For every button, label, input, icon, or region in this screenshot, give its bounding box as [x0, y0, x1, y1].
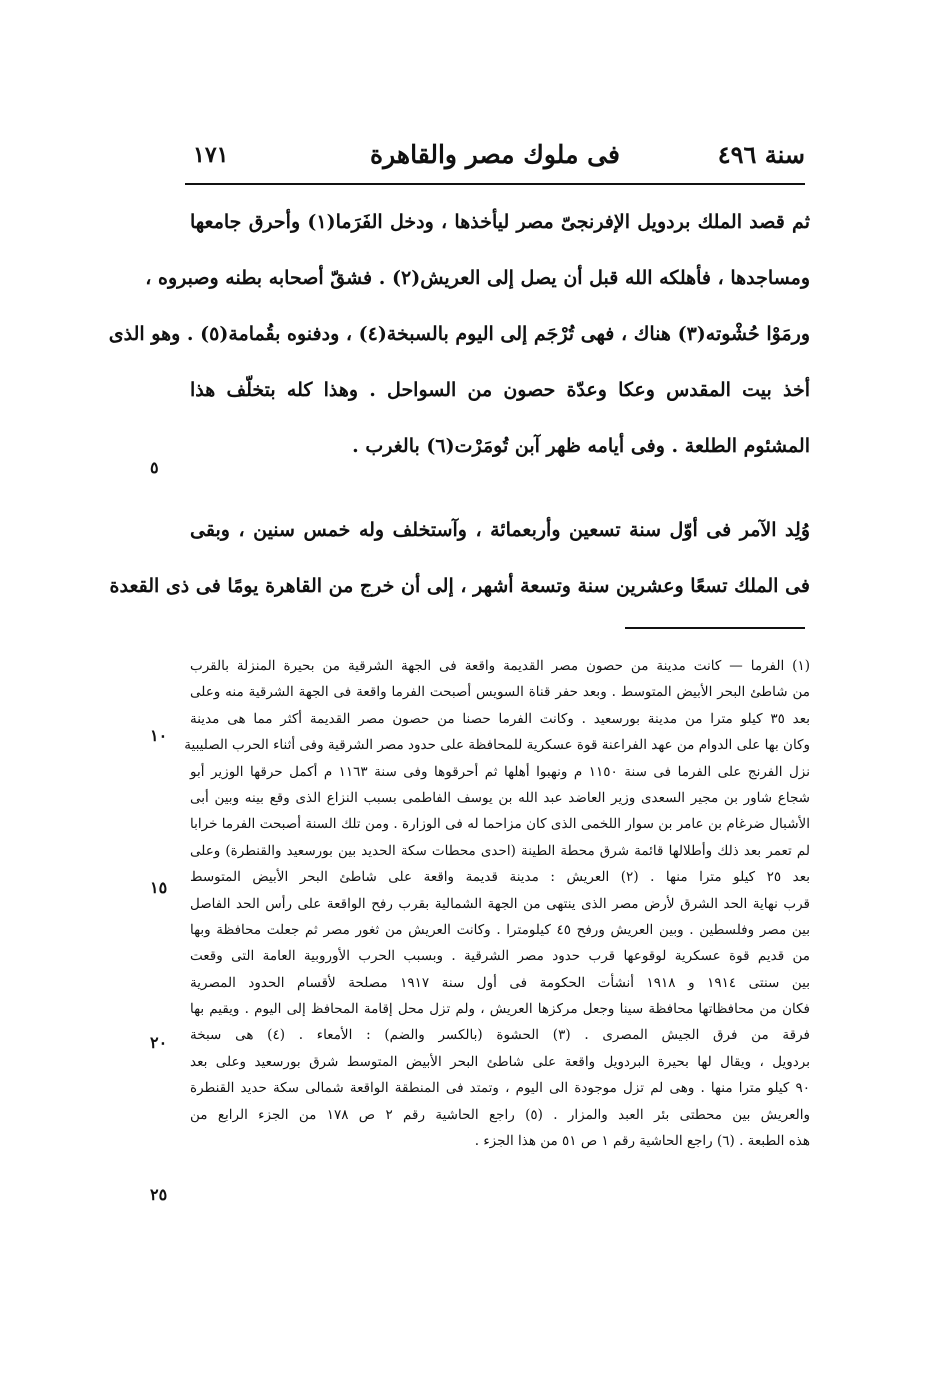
footnote-line: فرقة من فرق الجيش المصرى . (٣) الحشوة (بالكسر والضم) : الأمعاء . (٤) هى سبخة [190, 1027, 810, 1044]
footnotes [184, 653, 811, 1154]
footnote-line: فكان من محافظاتها محافظة سينا وجعل مركزها العريش ، ولم تزل محل إقامة المحافظ إلى اليوم . ويقيم بها [190, 1001, 811, 1018]
footnote-line: نزل الفرنج على الفرما فى سنة ١١٥٠ م ونهبوا أهلها ثم أحرقوها وفى سنة ١١٦٣ م أكمل حرقها الوزير أبو [190, 763, 810, 780]
text-line: ورمَوْا حُشْوته(٣) هناك ، فهى تُرْجَم إلى اليوم بالسبخة(٤) ، ودفنوه بقُمامة(٥) . وهو الذى [108, 323, 810, 345]
header-year: سنة ٤٩٦ [717, 140, 805, 169]
footnote-line: هذه الطبعة . (٦) راجع الحاشية رقم ١ ص ٥١ من هذا الجزء . [474, 1133, 810, 1150]
footnote-line: لم تعمر بعد ذلك وأطلالها قائمة شرق محطة الطينة (احدى محطات سكة الحديد بين بورسعيد والقنطرة) وعلى [190, 842, 810, 859]
text-line: فى الملك تسعًا وعشرين سنة وتسعة أشهر ، إلى أن خرج من القاهرة يومًا فى ذى القعدة [109, 575, 810, 597]
text-line: ومساجدها ، فأهلكه الله قبل أن يصل إلى العريش(٢) . فشقّ أصحابه بطنه وصبروه ، [145, 267, 810, 289]
footnote-line: (١) الفرما — كانت مدينة من حصون مصر القديمة واقعة فى الجهة الشرقية من بحيرة المنزلة بالقرب [190, 658, 810, 674]
footnote-line: وكان بها على الدوام من عهد الفراعنة قوة عسكرية للمحافظة على حدود مصر الشرقية وفى أثناء الحرب الصليبية [184, 737, 810, 754]
footnote-line: بعد ٢٥ كيلو مترا منها . (٢) العريش : مدينة قديمة واقعة على شاطئ البحر الأبيض المتوسط [190, 869, 810, 886]
paragraph-2 [109, 519, 810, 632]
line-marker-15: ١٥ [150, 878, 168, 897]
text-line: ثم قصد الملك بردويل الإفرنجىّ مصر ليأخذها ، ودخل الفَرَما(١) وأحرق جامعها [190, 211, 810, 233]
line-marker-10: ١٠ [150, 726, 168, 745]
footnote-line: قرب نهاية الحد الشرق لأرض مصر الذى ينتهى من الجهة الشمالية بقرب رفح الواقعة على رأس الحد الفاصل [190, 895, 810, 912]
line-marker-25: ٢٥ [150, 1185, 168, 1204]
line-marker-5: ٥ [150, 458, 159, 477]
footnote-line: شجاع شاور بن مجير السعدى وزير العاضد عبد الله بن يوسف الفاطمى بسبب النزاع الذى وقع بينه وبين أبى [190, 789, 810, 806]
footnote-line: بعد ٣٥ كيلو مترا من مدينة بورسعيد . وكانت الفرما حصنا من حصون مصر القديمة أكثر مما هى مدينة [190, 710, 811, 727]
text-line: أخذ بيت المقدس وعكا وعدّة حصون من السواحل . وهذا كله بتخلّف هذا [190, 379, 810, 401]
footnote-line: الأشبال ضرغام بن عامر بن سوار اللخمى الذى كان مزاحما له فى الوزارة . ومن تلك السنة أصبحت الفرما خرابا [190, 816, 810, 833]
header-rule [185, 183, 805, 185]
page-header [185, 140, 805, 178]
paragraph-1 [108, 211, 810, 492]
footnote-separator [625, 627, 805, 629]
paragraph-gap [190, 492, 810, 520]
footnote-line: والعريش بين محطتى بئر العبد والمزار . (٥) راجع الحاشية رقم ٢ ص ١٧٨ من الجزء الرابع من [190, 1106, 811, 1123]
text-line: المشئوم الطلعة . وفى أيامه ظهر آبن تُومَرْت(٦) بالغرب . [352, 435, 810, 457]
header-title: فى ملوك مصر والقاهرة [370, 140, 620, 169]
footnote-line: ٩٠ كيلو مترا منها . وهى لم تزل موجودة الى اليوم ، وتمتد فى المنطقة الواقعة شمالى سكة حديد القنطرة [190, 1080, 810, 1097]
footnote-line: من شاطئ البحر الأبيض المتوسط . وبعد حفر قناة السويس أصبحت الفرما واقعة فى الجهة الشرقية منه وعلى [190, 684, 810, 701]
footnote-line: من قديم قوة عسكرية لوقوعها قرب حدود مصر الشرقية . وبسبب الحرب الأوروبية العامة التى وقعت [190, 948, 810, 965]
text-line: وُلِد الآمر فى أوّل سنة تسعين وأربعمائة ، وآستخلف وله خمس سنين ، وبقى [190, 519, 810, 541]
footnote-line: بين مصر وفلسطين . وبين العريش ورفح ٤٥ كيلومترا . وكانت العريش من ثغور مصر ثم جعلت محافظة وبها [190, 921, 810, 938]
footnote-line: بين سنتى ١٩١٤ و ١٩١٨ أنشأت الحكومة فى أول سنة ١٩١٧ مصلحة لأقسام الحدود المصرية [190, 974, 810, 991]
main-text [108, 211, 810, 632]
footnote-line: بردويل ، ويقال لها بحيرة البردويل واقعة على شاطئ البحر الأبيض المتوسط شرق بورسعيد وعلى بعد [190, 1053, 810, 1070]
line-marker-20: ٢٠ [150, 1033, 168, 1052]
page-number: ١٧١ [193, 142, 229, 168]
